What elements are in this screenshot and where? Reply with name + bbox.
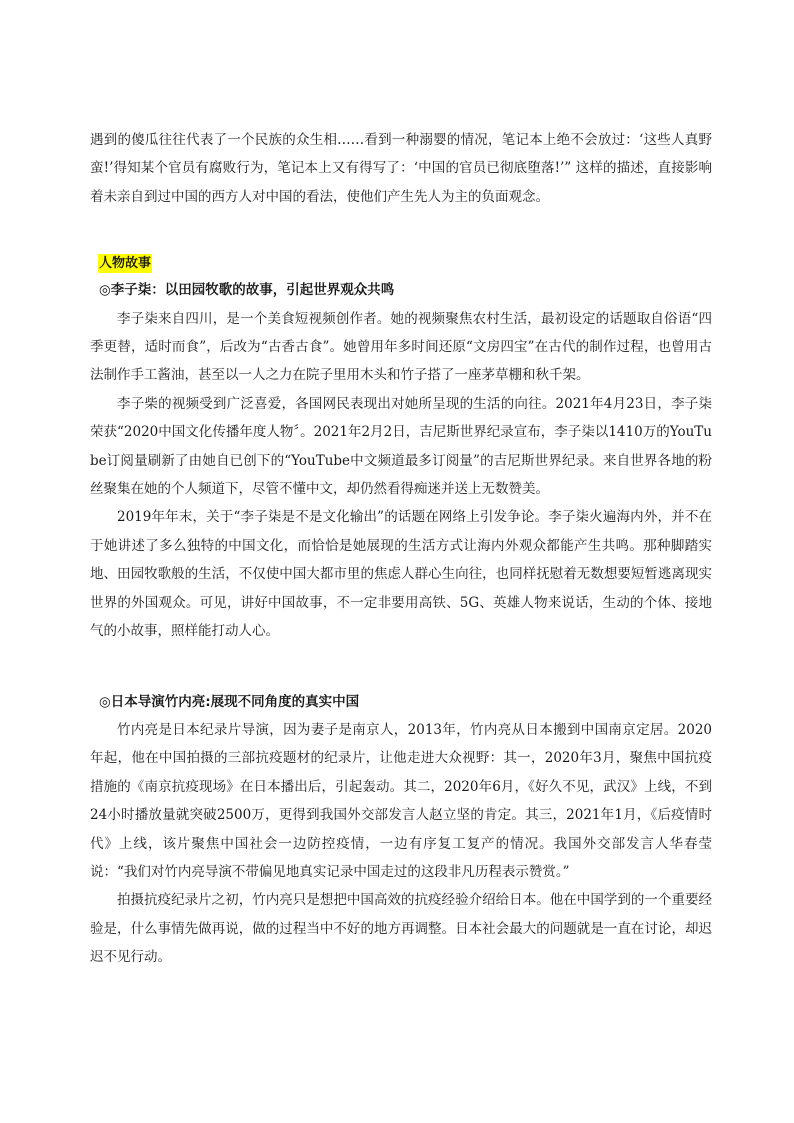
section-tag-row: [90, 248, 712, 276]
story1-paragraph-2: 李子柴的视频受到广泛喜爱，各国网民表现出对她所呈现的生活的向往。2021年4月23日，李子柒荣获“2020中国文化传播年度人物〞。2021年2月2日，吉尼斯世界纪录宣布，李子柒以1410万的YouTube订阅量刷新了由她自已创下的“YouTube中文频道最多订阅量”的吉尼斯世界纪录。来自世界各地的粉丝聚集在她的个人频道下，尽管不懂中文，却仍然看得痴迷并送上无数赞美。: [90, 395, 712, 498]
section-tag-highlight: 人物故事: [99, 256, 152, 272]
intro-paragraph: 遇到的傻瓜往往代表了一个民族的众生相……看到一种溺婴的情况，笔记本上绝不会放过：‘这些人真野蛮!’得知某个官员有腐败行为，笔记本上又有得写了：‘中国的官员已彻底堕落!’” 这样的描述，直接影响着未亲自到过中国的西方人对中国的看法，使他们产生先人为主的负面观念。: [90, 132, 712, 205]
story2-paragraph-2: 拍摄抗疫纪录片之初，竹内亮只是想把中国高效的抗疫经验介绍给日本。他在中国学到的一个重要经验是，什么事情先做再说，做的过程当中不好的地方再调整。日本社会最大的问题就是一直在讨论，却迟迟不见行动。: [90, 892, 712, 966]
story1-paragraph-3: 2019年年末，关于“李子柒是不是文化输出”的话题在网络上引发争论。李子柒火遍海内外，并不在于她讲述了多么独特的中国文化，而恰恰是她展现的生活方式让海内外观众都能产生共鸣。那种脚踏实地、田园牧歌般的生活，不仅使中国大都市里的焦虑人群心生向往，也同样抚慰着无数想要短暂逃离现实世界的外国观众。可见，讲好中国故事，不一定非要用高铁、5G、英雄人物来说话，生动的个体、接地气的小故事，照样能打动人心。: [90, 509, 712, 640]
story2-paragraph-1: 竹内亮是日本纪录片导演，因为妻子是南京人，2013年，竹内亮从日本搬到中国南京定居。2020年起，他在中国拍摄的三部抗疫题材的纪录片，让他走进大众视野：其一，2020年3月，聚焦中国抗疫措施的《南京抗疫现场》在日本播出后，引起轰动。其二，2020年6月，《好久不见，武汉》上线，不到24小时播放量就突破2500万，更得到我国外交部发言人赵立坚的肯定。其三，2021年1月，《后疫情时代》上线，该片聚焦中国社会一边防控疫情，一边有序复工复产的情况。我国外交部发言人华春莹说：“我们对竹内亮导演不带偏见地真实记录中国走过的这段非凡历程表示赞赏。”: [90, 721, 712, 880]
story2-heading: ◎日本导演竹内亮:展现不同角度的真实中国: [99, 693, 360, 710]
story1-paragraph-1: 李子柒来自四川，是一个美食短视频创作者。她的视频聚焦农村生活，最初设定的话题取自俗语“四季更替，适时而食”，后改为“古香古食”。她曾用年多时间还原“文房四宝”在古代的制作过程，也曾用古法制作手工酱油，甚至以一人之力在院子里用木头和竹子搭了一座茅草棚和秋千架。: [90, 310, 712, 384]
document-body: [90, 126, 712, 972]
story1-heading: ◎李子柒：以田园牧歌的故事，引起世界观众共鸣: [99, 282, 395, 299]
